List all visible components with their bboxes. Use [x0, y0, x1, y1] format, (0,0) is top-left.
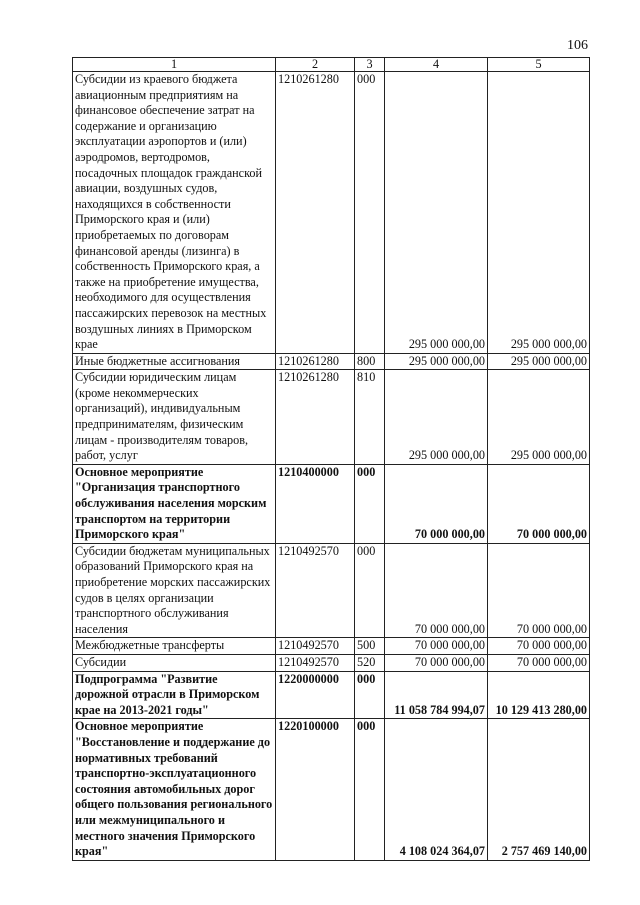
row-type: 000: [355, 719, 385, 860]
row-code: 1210261280: [276, 353, 355, 370]
column-header-3: 3: [355, 58, 385, 72]
row-type: 000: [355, 464, 385, 543]
row-name: Межбюджетные трансферты: [73, 638, 276, 655]
row-name: Подпрограмма "Развитие дорожной отрасли в Приморском крае на 2013-2021 годы": [73, 671, 276, 719]
column-header-5: 5: [488, 58, 590, 72]
row-code: 1210261280: [276, 370, 355, 465]
row-code: 1210492570: [276, 638, 355, 655]
row-type: 000: [355, 543, 385, 638]
row-code: 1210261280: [276, 72, 355, 354]
row-name: Субсидии: [73, 654, 276, 671]
row-type: 800: [355, 353, 385, 370]
row-name: Иные бюджетные ассигнования: [73, 353, 276, 370]
row-amount-4: 11 058 784 994,07: [385, 671, 488, 719]
table-header-row: [73, 58, 590, 72]
row-amount-4: 295 000 000,00: [385, 353, 488, 370]
table-row: [73, 72, 590, 354]
row-name: Субсидии бюджетам муниципальных образований Приморского края на приобретение морских пассажирских судов в целях организации транспортного обслуживания населения: [73, 543, 276, 638]
row-type: 000: [355, 671, 385, 719]
row-name: Основное мероприятие "Восстановление и поддержание до нормативных требований транспортно-эксплуатационного состояния автомобильных дорог общего пользования регионального или межмуниципального и местного значения Приморского края": [73, 719, 276, 860]
row-name: Субсидии из краевого бюджета авиационным предприятиям на финансовое обеспечение затрат на содержание и организацию эксплуатации аэропортов и (или) аэродромов, вертодромов, посадочных площадок гражданской авиации, воздушных судов, находящихся в собственности Приморского края и (или) приобретаемых по договорам финансовой аренды (лизинга) в собственность Приморского края, а также на приобретение имущества, необходимого для осуществления пассажирских перевозок на местных воздушных линиях в Приморском крае: [73, 72, 276, 354]
row-type: 810: [355, 370, 385, 465]
row-amount-4: 70 000 000,00: [385, 464, 488, 543]
column-header-4: 4: [385, 58, 488, 72]
row-amount-4: 70 000 000,00: [385, 654, 488, 671]
page-number: 106: [567, 38, 588, 53]
row-type: 000: [355, 72, 385, 354]
column-header-1: 1: [73, 58, 276, 72]
row-code: 1210400000: [276, 464, 355, 543]
row-type: 500: [355, 638, 385, 655]
row-amount-5: 70 000 000,00: [488, 464, 590, 543]
row-code: 1220000000: [276, 671, 355, 719]
row-amount-4: 295 000 000,00: [385, 370, 488, 465]
row-amount-5: 70 000 000,00: [488, 543, 590, 638]
row-code: 1220100000: [276, 719, 355, 860]
table-row: [73, 638, 590, 655]
row-amount-5: 295 000 000,00: [488, 72, 590, 354]
table-row: [73, 543, 590, 638]
table-row: [73, 654, 590, 671]
table-row: [73, 719, 590, 860]
row-amount-5: 70 000 000,00: [488, 654, 590, 671]
row-amount-4: 4 108 024 364,07: [385, 719, 488, 860]
row-amount-5: 10 129 413 280,00: [488, 671, 590, 719]
table-row: [73, 370, 590, 465]
column-header-2: 2: [276, 58, 355, 72]
row-amount-4: 70 000 000,00: [385, 638, 488, 655]
row-amount-5: 2 757 469 140,00: [488, 719, 590, 860]
table-row: [73, 353, 590, 370]
row-name: Субсидии юридическим лицам (кроме некоммерческих организаций), индивидуальным предпринимателям, физическим лицам - производителям товаров, работ, услуг: [73, 370, 276, 465]
row-name: Основное мероприятие "Организация транспортного обслуживания населения морским транспортом на территории Приморского края": [73, 464, 276, 543]
row-code: 1210492570: [276, 654, 355, 671]
budget-table: [72, 57, 590, 861]
table-row: [73, 671, 590, 719]
row-type: 520: [355, 654, 385, 671]
row-amount-5: 295 000 000,00: [488, 353, 590, 370]
row-amount-4: 70 000 000,00: [385, 543, 488, 638]
row-amount-5: 295 000 000,00: [488, 370, 590, 465]
row-amount-5: 70 000 000,00: [488, 638, 590, 655]
table-row: [73, 464, 590, 543]
row-amount-4: 295 000 000,00: [385, 72, 488, 354]
row-code: 1210492570: [276, 543, 355, 638]
